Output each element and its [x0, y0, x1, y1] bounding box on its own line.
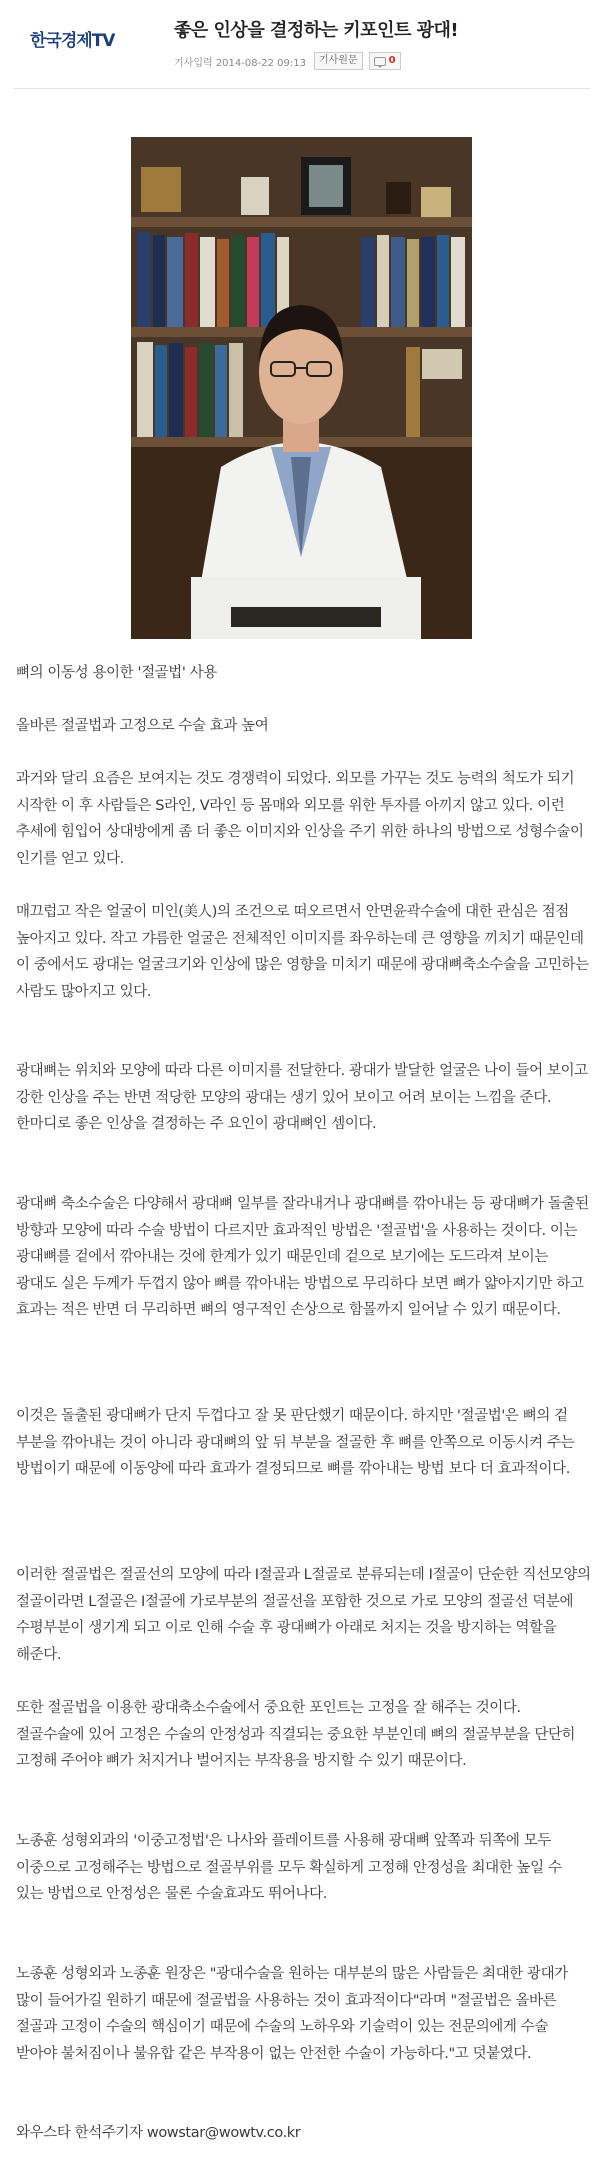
paragraph-2: 매끄럽고 작은 얼굴이 미인(美人)의 조건으로 떠오르면서 안면윤곽수술에 대한 관심은 점점 높아지고 있다. 작고 갸름한 얼굴은 전체적인 이미지를 좌우하는데 큰 영향을 끼치기 때문인데 이 중에서도 광대는 얼굴크기와 인상에 많은 영향을 미치기 때문에 광대뼈축소수술을 고민하는 사람도 많아지고 있다.	[16, 904, 589, 1000]
article-header	[14, 0, 590, 89]
comment-button[interactable]	[369, 52, 401, 70]
original-article-button[interactable]: 기사원문	[314, 52, 363, 70]
comment-count: 0	[388, 55, 396, 66]
paragraph-6: 이러한 절골법은 절골선의 모양에 따라 I절골과 L절골로 분류되는데 I절골이 단순한 직선모양의 절골이라면 L절골은 I절골에 가로부분의 절골선을 포함한 것으로 가로 모양의 절골선 덕분에 수평부분이 생기게 되고 이로 인해 수술 후 광대뼈가 아래로 처지는 것을 방지하는 역할을 해준다.	[16, 1567, 591, 1663]
subheading-2: 올바른 절골법과 고정으로 수술 효과 높여	[16, 718, 269, 734]
paragraph-4: 광대뼈 축소수술은 다양해서 광대뼈 일부를 잘라내거나 광대뼈를 깎아내는 등 광대뼈가 돌출된 방향과 모양에 따라 수술 방법이 다르지만 효과적인 방법은 '절골법'을 사용하는 것이다. 이는 광대뼈를 겉에서 깎아내는 것에 한계가 있기 때문인데 겉으로 보기에는 도드라져 보이는 광대도 실은 두께가 두껍지 않아 뼈를 깎아내는 방법으로 무리하다 보면 뼈가 얇아지기만 하고 효과는 적은 반면 더 무리하면 뼈의 영구적인 손상으로 함몰까지 일어날 수 있기 때문이다.	[16, 1196, 589, 1318]
site-logo[interactable]: 한국경제TV	[30, 31, 115, 51]
comment-icon	[374, 57, 386, 66]
paragraph-9: 노종훈 성형외과 노종훈 원장은 "광대수술을 원하는 대부분의 많은 사람들은 최대한 광대가 많이 들어가길 원하기 때문에 절골법을 사용하는 것이 효과적이다"라며 "절골법은 올바른 절골과 고정이 수술의 핵심이기 때문에 수술의 노하우와 기술력이 있는 전문의에게 수술 받아야 불처짐이나 불유합 같은 부작용이 없는 안전한 수술이 가능하다."고 덧붙였다.	[16, 1966, 568, 2062]
publish-date: 기사입력 2014-08-22 09:13	[174, 57, 306, 69]
paragraph-1: 과거와 달리 요즘은 보여지는 것도 경쟁력이 되었다. 외모를 가꾸는 것도 능력의 척도가 되기 시작한 이 후 사람들은 S라인, V라인 등 몸매와 외모를 위한 투자를 아끼지 않고 있다. 이런 추세에 힘입어 상대방에게 좀 더 좋은 이미지와 인상을 주기 위한 하나의 방법으로 성형수술이 인기를 얻고 있다.	[16, 771, 584, 867]
paragraph-8: 노종훈 성형외과의 '이중고정법'은 나사와 플레이트를 사용해 광대뼈 앞쪽과 뒤쪽에 모두 이중으로 고정해주는 방법으로 절골부위를 모두 확실하게 고정해 안정성을 최대한 높일 수 있는 방법으로 안정성은 물론 수술효과도 뛰어나다.	[16, 1833, 562, 1902]
subheading-1: 뼈의 이동성 용이한 '절골법' 사용	[16, 665, 217, 681]
paragraph-7: 또한 절골법을 이용한 광대축소수술에서 중요한 포인트는 고정을 잘 해주는 것이다. 절골수술에 있어 고정은 수술의 안정성과 직결되는 중요한 부분인데 뼈의 절골부분을 단단히 고정해 주어야 뼈가 처지거나 벌어지는 부작용을 방지할 수 있기 때문이다.	[16, 1700, 576, 1769]
paragraph-3: 광대뼈는 위치와 모양에 따라 다른 이미지를 전달한다. 광대가 발달한 얼굴은 나이 들어 보이고 강한 인상을 주는 반면 적당한 모양의 광대는 생기 있어 보이고 어려 보이는 느낌을 준다. 한마디로 좋은 인상을 결정하는 주 요인이 광대뼈인 셈이다.	[16, 1063, 588, 1132]
article-title: 좋은 인상을 결정하는 키포인트 광대!	[174, 20, 459, 41]
article-meta	[174, 52, 407, 70]
byline: 와우스타 한석주기자 wowstar@wowtv.co.kr	[16, 2125, 301, 2141]
paragraph-5: 이것은 돌출된 광대뼈가 단지 두껍다고 잘 못 판단했기 때문이다. 하지만 '절골법'은 뼈의 겉 부분을 깎아내는 것이 아니라 광대뼈의 앞 뒤 부분을 절골한 후 뼈를 안쪽으로 이동시켜 주는 방법이기 때문에 이동양에 따라 효과가 결정되므로 뼈를 깎아내는 방법 보다 더 효과적이다.	[16, 1408, 575, 1477]
article-photo	[131, 137, 472, 639]
